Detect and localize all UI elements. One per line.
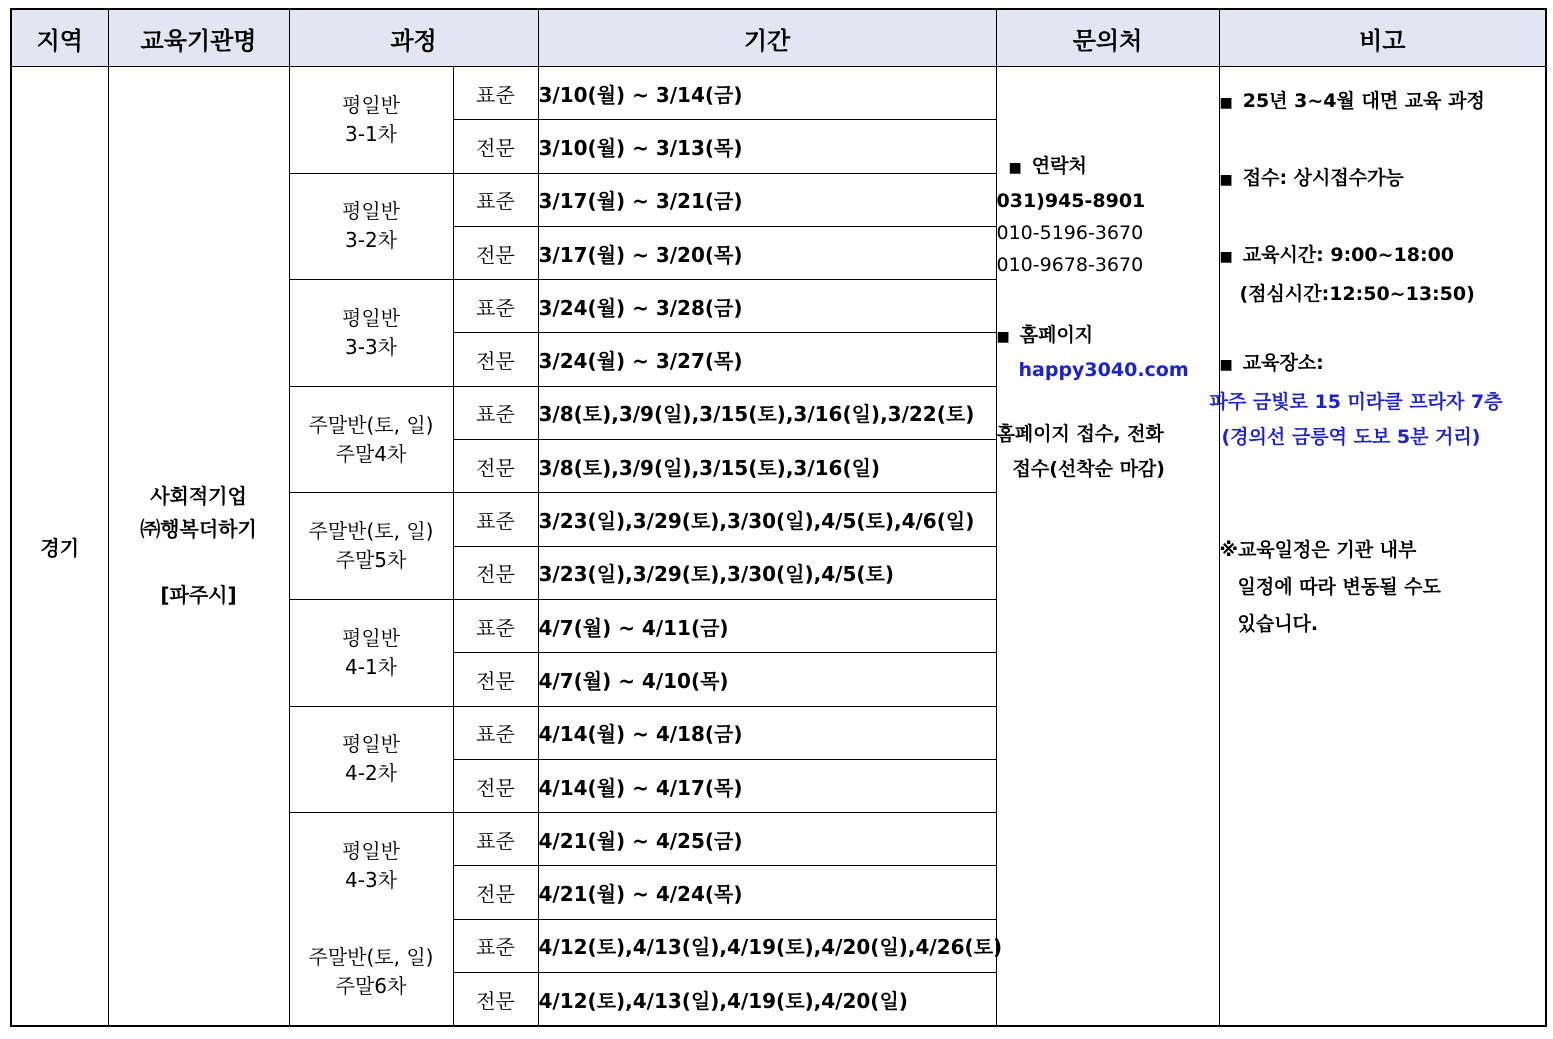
note-signup: ■ 접수: 상시접수가능 xyxy=(1219,167,1404,189)
phone-mobile-1: 010-5196-3670 xyxy=(996,222,1144,244)
level-cell: 전문 xyxy=(453,973,538,1026)
level-cell: 표준 xyxy=(453,386,538,439)
bullet-icon: ■ xyxy=(1219,172,1233,188)
course-round: 4-1차 xyxy=(345,654,397,679)
course-cell xyxy=(289,67,453,174)
bullet-icon: ■ xyxy=(1219,95,1233,111)
course-cell xyxy=(289,386,453,493)
course-cell xyxy=(289,599,453,706)
period-cell: 3/24(월) ~ 3/27(목) xyxy=(538,333,996,386)
course-type: 평일반 xyxy=(342,732,400,757)
note-disclaimer-1: ※교육일정은 기관 내부 xyxy=(1219,539,1417,561)
course-round: 4-3차 xyxy=(345,868,397,893)
signup-info-1: 홈페이지 접수, 전화 xyxy=(996,423,1164,445)
level-cell: 표준 xyxy=(453,493,538,546)
header-row xyxy=(11,9,1546,67)
level-cell: 전문 xyxy=(453,333,538,386)
bullet-icon: ■ xyxy=(1008,160,1022,176)
period-cell: 3/8(토),3/9(일),3/15(토),3/16(일),3/22(토) xyxy=(538,386,996,439)
bullet-icon: ■ xyxy=(1219,357,1233,373)
course-cell xyxy=(289,173,453,280)
region-cell: 경기 xyxy=(11,67,108,1027)
level-cell: 전문 xyxy=(453,866,538,919)
org-city: [파주시] xyxy=(160,583,237,607)
signup-info-2: 접수(선착순 마감) xyxy=(1012,458,1165,480)
note-cell xyxy=(1209,67,1546,1027)
homepage-heading xyxy=(997,320,1219,347)
period-cell: 4/14(월) ~ 4/17(목) xyxy=(538,759,996,812)
header-course: 과정 xyxy=(289,9,538,67)
course-type: 주말반(토, 일) xyxy=(308,412,434,437)
period-cell: 4/7(월) ~ 4/10(목) xyxy=(538,653,996,706)
course-cell xyxy=(289,280,453,387)
course-round: 주말6차 xyxy=(335,974,407,999)
course-type: 주말반(토, 일) xyxy=(308,945,434,970)
note-place: ■ 교육장소: xyxy=(1219,352,1324,374)
period-cell: 3/23(일),3/29(토),3/30(일),4/5(토),4/6(일) xyxy=(538,493,996,546)
level-cell: 전문 xyxy=(453,653,538,706)
header-period: 기간 xyxy=(538,9,996,67)
period-cell: 3/17(월) ~ 3/20(목) xyxy=(538,226,996,279)
period-cell: 4/14(월) ~ 4/18(금) xyxy=(538,706,996,759)
level-cell: 표준 xyxy=(453,919,538,972)
course-round: 4-2차 xyxy=(345,761,397,786)
org-name: ㈜행복더하기 xyxy=(140,517,257,541)
course-round: 3-3차 xyxy=(345,334,397,359)
course-round: 주말4차 xyxy=(335,441,407,466)
phone-heading xyxy=(997,151,1219,178)
bullet-icon: ■ xyxy=(1219,249,1233,265)
education-schedule-table xyxy=(10,8,1547,1027)
bullet-icon: ■ xyxy=(996,329,1010,345)
period-cell: 3/17(월) ~ 3/21(금) xyxy=(538,173,996,226)
period-cell: 4/12(토),4/13(일),4/19(토),4/20(일),4/26(토) xyxy=(538,919,996,972)
period-cell: 3/8(토),3/9(일),3/15(토),3/16(일) xyxy=(538,440,996,493)
period-cell: 3/23(일),3/29(토),3/30(일),4/5(토) xyxy=(538,546,996,599)
course-cell xyxy=(289,813,453,1026)
course-cell xyxy=(289,706,453,813)
level-cell: 전문 xyxy=(453,226,538,279)
period-cell: 4/12(토),4/13(일),4/19(토),4/20(일) xyxy=(538,973,996,1026)
course-type: 평일반 xyxy=(342,199,400,224)
homepage-label: 홈페이지 xyxy=(1019,324,1094,346)
header-contact: 문의처 xyxy=(996,9,1219,67)
level-cell: 전문 xyxy=(453,759,538,812)
note-hours: ■ 교육시간: 9:00~18:00 xyxy=(1219,244,1455,266)
homepage-link[interactable]: happy3040.com xyxy=(1018,359,1189,381)
org-type: 사회적기업 xyxy=(150,484,247,508)
level-cell: 표준 xyxy=(453,173,538,226)
phone-mobile-2: 010-9678-3670 xyxy=(996,254,1144,276)
note-disclaimer-2: 일정에 따라 변동될 수도 xyxy=(1237,576,1441,598)
contact-cell xyxy=(996,67,1219,1027)
org-cell xyxy=(108,67,289,1027)
note-course-term: ■ 25년 3~4월 대면 교육 과정 xyxy=(1219,90,1485,112)
table-row xyxy=(11,67,1546,120)
header-note: 비고 xyxy=(1219,9,1546,67)
period-cell: 4/21(월) ~ 4/24(목) xyxy=(538,866,996,919)
period-cell: 3/10(월) ~ 3/14(금) xyxy=(538,67,996,120)
phone-main: 031)945-8901 xyxy=(996,190,1146,212)
level-cell: 표준 xyxy=(453,706,538,759)
note-lunch: (점심시간:12:50~13:50) xyxy=(1239,283,1475,305)
course-cell xyxy=(289,493,453,600)
level-cell: 표준 xyxy=(453,67,538,120)
period-cell: 3/10(월) ~ 3/13(목) xyxy=(538,120,996,173)
course-round: 주말5차 xyxy=(335,548,407,573)
course-round: 3-2차 xyxy=(345,228,397,253)
note-place-address: 파주 금빛로 15 미라클 프라자 7층 xyxy=(1209,391,1503,413)
course-type: 평일반 xyxy=(342,92,400,117)
course-type: 주말반(토, 일) xyxy=(308,519,434,544)
period-cell: 4/7(월) ~ 4/11(금) xyxy=(538,599,996,652)
course-type: 평일반 xyxy=(342,305,400,330)
level-cell: 표준 xyxy=(453,599,538,652)
header-region: 지역 xyxy=(11,9,108,67)
course-round: 3-1차 xyxy=(345,121,397,146)
level-cell: 전문 xyxy=(453,120,538,173)
period-cell: 3/24(월) ~ 3/28(금) xyxy=(538,280,996,333)
note-disclaimer-3: 있습니다. xyxy=(1237,613,1319,635)
course-type: 평일반 xyxy=(342,839,400,864)
level-cell: 표준 xyxy=(453,280,538,333)
phone-label: 연락처 xyxy=(1031,155,1087,177)
level-cell: 전문 xyxy=(453,546,538,599)
level-cell: 표준 xyxy=(453,813,538,866)
header-org: 교육기관명 xyxy=(108,9,289,67)
course-type: 평일반 xyxy=(342,625,400,650)
note-place-detail: (경의선 금릉역 도보 5분 거리) xyxy=(1221,426,1481,448)
level-cell: 전문 xyxy=(453,440,538,493)
period-cell: 4/21(월) ~ 4/25(금) xyxy=(538,813,996,866)
